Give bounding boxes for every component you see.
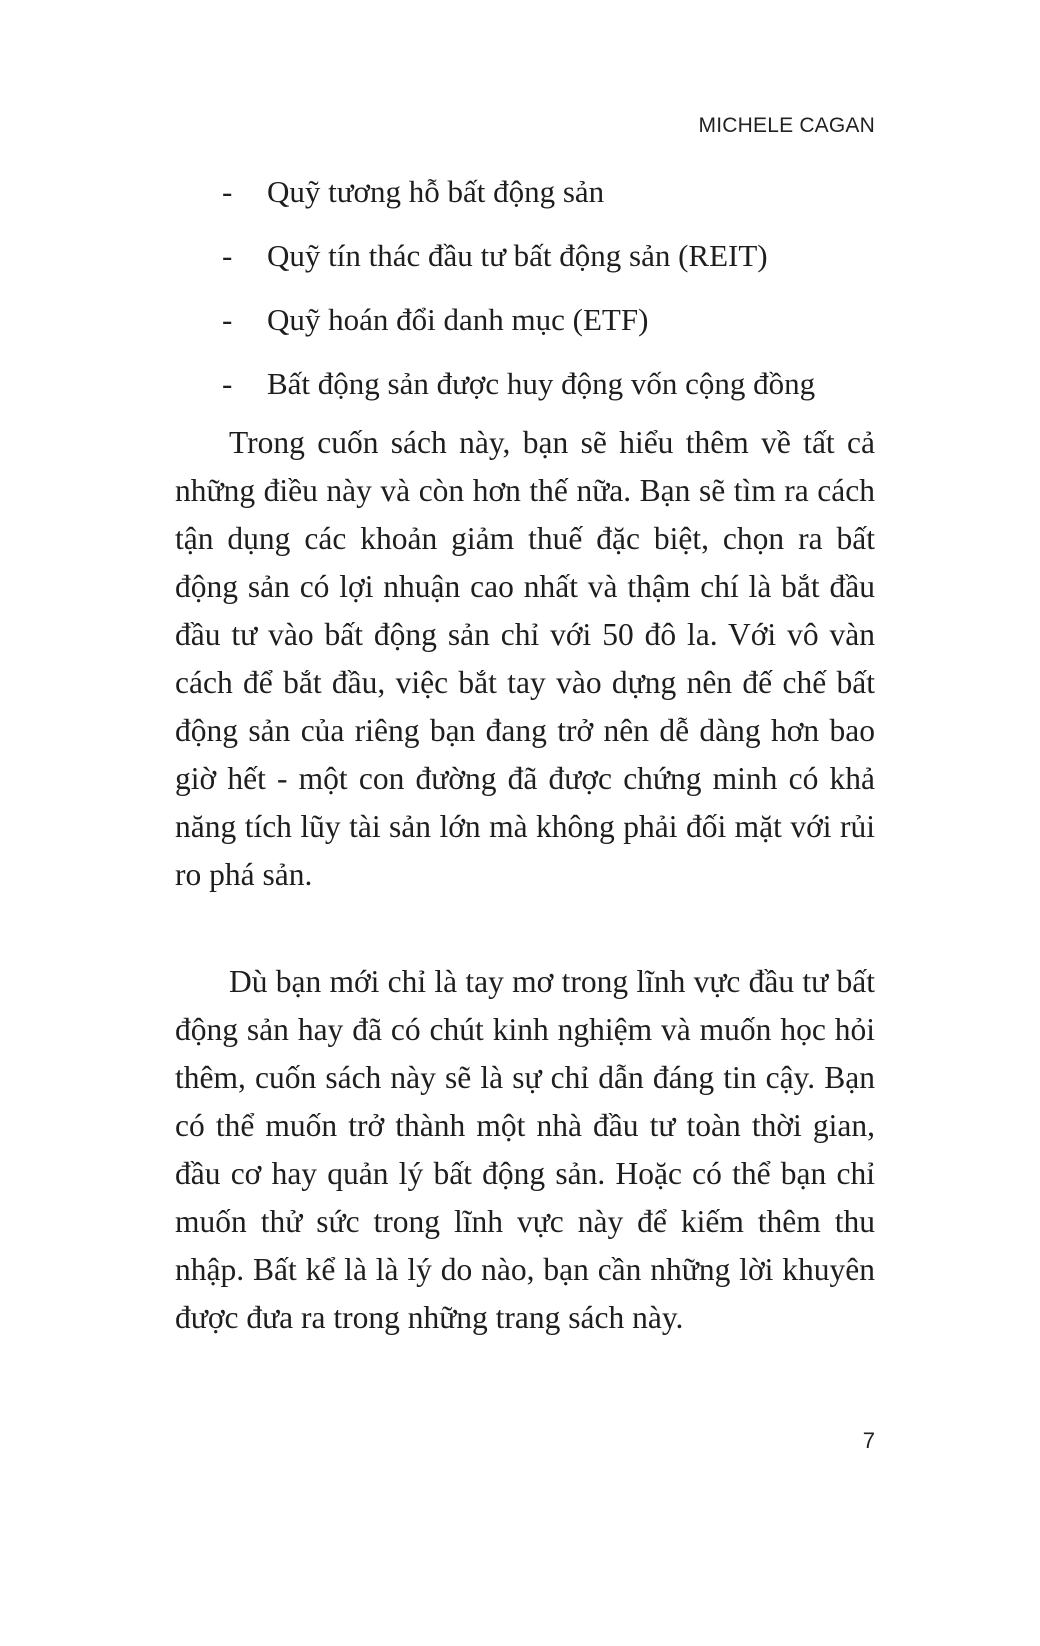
body-paragraph: Dù bạn mới chỉ là tay mơ trong lĩnh vực đầu tư bất động sản hay đã có chút kinh nghiệm và muốn học hỏi thêm, cuốn sách này sẽ là sự chỉ dẫn đáng tin cậy. Bạn có thể muốn trở thành một nhà đầu tư toàn thời gian, đầu cơ hay quản lý bất động sản. Hoặc có thể bạn chỉ muốn thử sức trong lĩnh vực này để kiếm thêm thu nhập. Bất kể là là lý do nào, bạn cần những lời khuyên được đưa ra trong những trang sách này. xyxy=(175,964,875,1335)
list-item xyxy=(222,168,882,232)
bullet-dash: - xyxy=(222,174,233,209)
bullet-text: Quỹ hoán đổi danh mục (ETF) xyxy=(267,302,649,337)
bullet-list xyxy=(222,168,882,424)
list-item xyxy=(222,296,882,360)
list-item xyxy=(222,232,882,296)
bullet-text: Bất động sản được huy động vốn cộng đồng xyxy=(267,366,816,401)
list-item xyxy=(222,360,882,424)
page-number: 7 xyxy=(862,1428,875,1453)
running-header-author: MICHELE CAGAN xyxy=(698,114,875,137)
bullet-dash: - xyxy=(222,302,233,337)
bullet-text: Quỹ tương hỗ bất động sản xyxy=(267,174,605,209)
bullet-text: Quỹ tín thác đầu tư bất động sản (REIT) xyxy=(267,238,768,273)
bullet-dash: - xyxy=(222,238,233,273)
body-paragraph: Trong cuốn sách này, bạn sẽ hiểu thêm về tất cả những điều này và còn hơn thế nữa. Bạn sẽ tìm ra cách tận dụng các khoản giảm thuế đặc biệt, chọn ra bất động sản có lợi nhuận cao nhất và thậm chí là bắt đầu đầu tư vào bất động sản chỉ với 50 đô la. Với vô vàn cách để bắt đầu, việc bắt tay vào dựng nên đế chế bất động sản của riêng bạn đang trở nên dễ dàng hơn bao giờ hết - một con đường đã được chứng minh có khả năng tích lũy tài sản lớn mà không phải đối mặt với rủi ro phá sản. xyxy=(175,425,875,892)
bullet-dash: - xyxy=(222,366,233,401)
